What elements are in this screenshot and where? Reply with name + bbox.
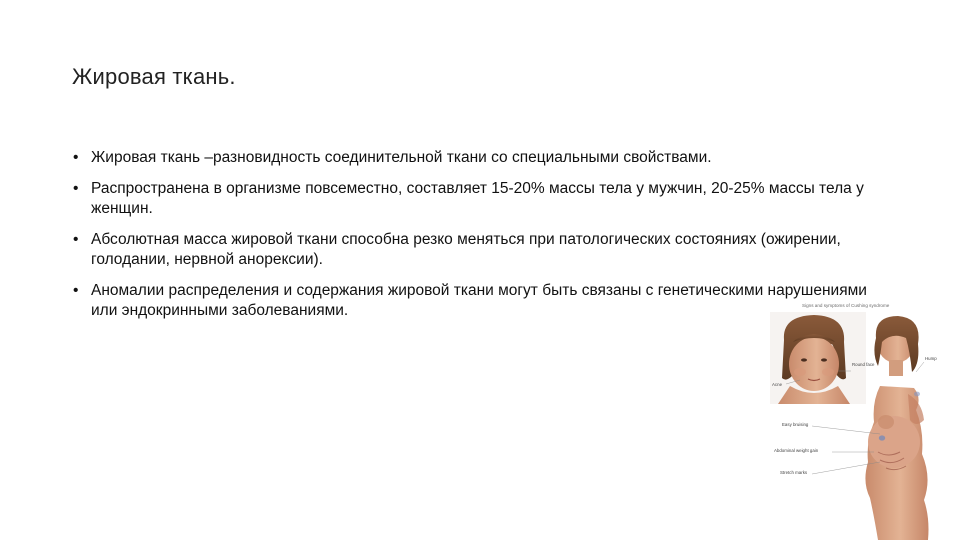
- label-acne: Acne: [772, 382, 783, 387]
- bullet-item: [72, 230, 892, 270]
- face-closeup: [770, 312, 866, 404]
- figure-caption: Signs and symptoms of Cushing syndrome: [802, 303, 890, 308]
- slide-title: Жировая ткань.: [72, 64, 236, 89]
- cushing-syndrome-illustration: [746, 302, 952, 540]
- illustration-svg: [746, 302, 952, 540]
- label-abdominal-weight-gain: Abdominal weight gain: [774, 448, 819, 453]
- bullet-marker: •: [73, 231, 79, 248]
- bullet-marker: •: [73, 180, 79, 197]
- bullet-item: [72, 179, 892, 219]
- label-easy-bruising: Easy bruising: [782, 422, 809, 427]
- bullet-item: [72, 148, 892, 168]
- bullet-text: Аномалии распределения и содержания жировой ткани могут быть связаны с генетическими нарушениями или эндокринными заболеваниями.: [91, 282, 867, 319]
- body-figure: [865, 316, 928, 540]
- bullet-text: Жировая ткань –разновидность соединительной ткани со специальными свойствами.: [91, 149, 712, 166]
- bullet-text: Распространена в организме повсеместно, составляет 15-20% массы тела у мужчин, 20-25% массы тела у женщин.: [91, 180, 864, 217]
- label-hump: Hump: [925, 356, 937, 361]
- bullet-marker: •: [73, 149, 79, 166]
- bullet-marker: •: [73, 282, 79, 299]
- bullet-text: Абсолютная масса жировой ткани способна резко меняться при патологических состояниях (ожирении, голодании, нервной анорексии).: [91, 231, 841, 268]
- label-round-face: Round face: [852, 362, 875, 367]
- label-stretch-marks: Stretch marks: [780, 470, 808, 475]
